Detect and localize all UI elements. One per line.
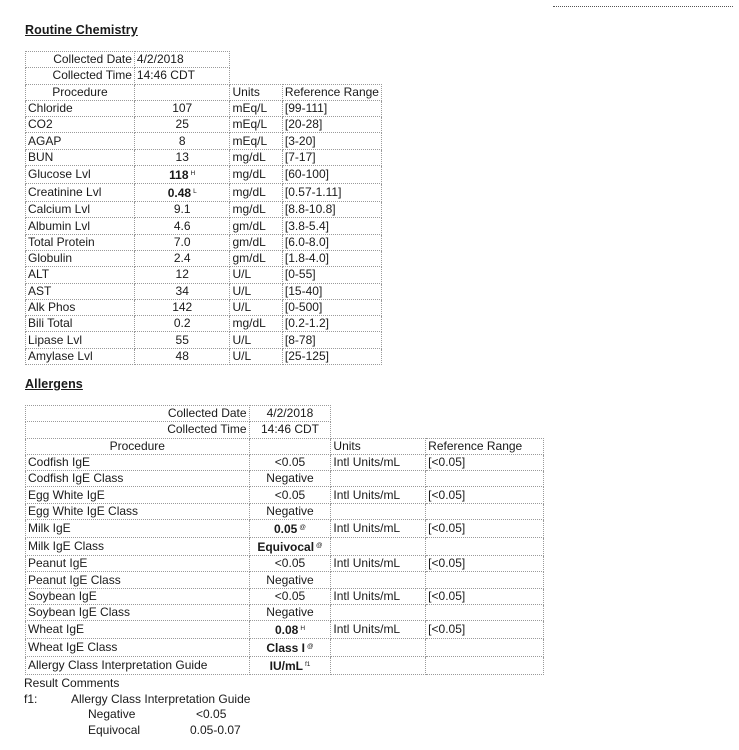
- value-cell: [134, 166, 230, 184]
- units-cell: Intl Units/mL: [331, 556, 426, 572]
- range-cell: [426, 471, 544, 487]
- table-row: [26, 348, 382, 364]
- result-flag: f1: [304, 661, 311, 669]
- range-cell: [8.8-10.8]: [282, 202, 381, 218]
- procedure-cell: Alk Phos: [26, 299, 135, 315]
- units-cell: [331, 604, 426, 620]
- range-cell: [60-100]: [282, 166, 381, 184]
- result-value: <0.05: [274, 588, 306, 603]
- value-cell: [134, 299, 230, 315]
- header-row: [26, 438, 544, 454]
- procedure-cell: Wheat IgE: [26, 621, 250, 639]
- procedure-cell: Calcium Lvl: [26, 202, 135, 218]
- value-cell: [249, 471, 331, 487]
- units-cell: Intl Units/mL: [331, 520, 426, 538]
- range-cell: [<0.05]: [426, 588, 544, 604]
- chemistry-title: Routine Chemistry: [25, 23, 138, 37]
- table-row: [26, 604, 544, 620]
- range-cell: [0-55]: [282, 267, 381, 283]
- value-cell: [134, 234, 230, 250]
- result-value: 4.6: [173, 218, 191, 233]
- value-cell: [134, 218, 230, 234]
- result-value: Negative: [266, 572, 314, 587]
- units-cell: [331, 471, 426, 487]
- units-cell: mg/dL: [230, 316, 282, 332]
- units-cell: mg/dL: [230, 184, 282, 202]
- units-cell: mEq/L: [230, 117, 282, 133]
- units-cell: U/L: [230, 348, 282, 364]
- chemistry-table: [25, 51, 382, 365]
- range-cell: [15-40]: [282, 283, 381, 299]
- result-flag: H: [190, 170, 196, 178]
- table-row: [26, 234, 382, 250]
- collected-date-label: Collected Date: [26, 406, 250, 422]
- units-cell: Intl Units/mL: [331, 588, 426, 604]
- procedure-cell: ALT: [26, 267, 135, 283]
- allergens-title: Allergens: [25, 377, 83, 391]
- page-header-rule: [553, 6, 733, 7]
- table-row: [26, 100, 382, 116]
- units-cell: Intl Units/mL: [331, 621, 426, 639]
- procedure-header: Procedure: [26, 84, 135, 100]
- range-header: Reference Range: [426, 438, 544, 454]
- procedure-cell: Soybean IgE: [26, 588, 250, 604]
- range-cell: [6.0-8.0]: [282, 234, 381, 250]
- result-value: Negative: [266, 471, 314, 486]
- units-cell: [331, 538, 426, 556]
- value-cell: [134, 283, 230, 299]
- range-cell: [426, 538, 544, 556]
- value-cell: [249, 487, 331, 503]
- range-cell: [8-78]: [282, 332, 381, 348]
- value-cell: [134, 316, 230, 332]
- range-cell: [0.57-1.11]: [282, 184, 381, 202]
- value-cell: [249, 556, 331, 572]
- table-row: [26, 556, 544, 572]
- procedure-cell: Creatinine Lvl: [26, 184, 135, 202]
- result-value: 0.05: [274, 522, 298, 537]
- value-cell: [134, 250, 230, 266]
- units-cell: [331, 639, 426, 657]
- units-cell: U/L: [230, 332, 282, 348]
- range-cell: [<0.05]: [426, 556, 544, 572]
- value-cell: [134, 133, 230, 149]
- units-cell: [331, 503, 426, 519]
- value-cell: [249, 621, 331, 639]
- units-header: Units: [230, 84, 282, 100]
- procedure-cell: Milk IgE Class: [26, 538, 250, 556]
- footnote-id: f1:: [24, 691, 38, 706]
- guide-value: 0.05-0.07: [190, 722, 241, 737]
- result-value: 13: [175, 149, 189, 164]
- result-value: Negative: [266, 503, 314, 518]
- collected-date-row: [26, 406, 544, 422]
- range-cell: [25-125]: [282, 348, 381, 364]
- procedure-cell: Lipase Lvl: [26, 332, 135, 348]
- procedure-cell: Codfish IgE Class: [26, 471, 250, 487]
- result-value: 142: [172, 300, 193, 314]
- value-cell: [249, 503, 331, 519]
- procedure-cell: Allergy Class Interpretation Guide: [26, 657, 250, 675]
- value-cell: [249, 454, 331, 470]
- guide-label: Equivocal: [88, 722, 141, 737]
- table-row: [26, 250, 382, 266]
- range-cell: [426, 639, 544, 657]
- procedure-cell: Egg White IgE: [26, 487, 250, 503]
- range-cell: [1.8-4.0]: [282, 250, 381, 266]
- footnote-title: Allergy Class Interpretation Guide: [71, 691, 251, 706]
- result-flag: @: [307, 643, 314, 651]
- table-row: [26, 572, 544, 588]
- units-header: Units: [331, 438, 426, 454]
- value-cell: [249, 572, 331, 588]
- units-cell: gm/dL: [230, 234, 282, 250]
- units-cell: mg/dL: [230, 166, 282, 184]
- procedure-cell: Soybean IgE Class: [26, 604, 250, 620]
- result-flag: @: [316, 542, 323, 550]
- range-cell: [7-17]: [282, 149, 381, 165]
- collected-date-label: Collected Date: [26, 52, 135, 68]
- result-value: 2.4: [173, 251, 191, 266]
- value-cell: [134, 202, 230, 218]
- procedure-cell: Milk IgE: [26, 520, 250, 538]
- table-row: [26, 332, 382, 348]
- range-cell: [3.8-5.4]: [282, 218, 381, 234]
- table-row: [26, 149, 382, 165]
- result-value: <0.05: [274, 556, 306, 571]
- table-row: [26, 218, 382, 234]
- result-value: 0.08: [274, 623, 299, 638]
- table-row: [26, 202, 382, 218]
- range-header: Reference Range: [282, 84, 381, 100]
- range-cell: [3-20]: [282, 133, 381, 149]
- table-row: [26, 133, 382, 149]
- procedure-cell: Bili Total: [26, 316, 135, 332]
- result-value: 34: [175, 283, 189, 298]
- value-cell: [134, 348, 230, 364]
- range-cell: [426, 503, 544, 519]
- units-cell: U/L: [230, 283, 282, 299]
- units-cell: mg/dL: [230, 202, 282, 218]
- procedure-cell: CO2: [26, 117, 135, 133]
- result-value: <0.05: [274, 455, 306, 470]
- range-cell: [426, 572, 544, 588]
- procedure-cell: Globulin: [26, 250, 135, 266]
- result-value: Negative: [266, 605, 314, 620]
- procedure-header: Procedure: [26, 438, 250, 454]
- collected-date-value: 4/2/2018: [249, 406, 331, 422]
- units-cell: mEq/L: [230, 133, 282, 149]
- units-cell: Intl Units/mL: [331, 454, 426, 470]
- allergens-table: [25, 405, 544, 675]
- guide-value: <0.05: [196, 707, 227, 721]
- range-cell: [426, 657, 544, 675]
- result-value: 0.48: [167, 186, 192, 201]
- procedure-cell: Albumin Lvl: [26, 218, 135, 234]
- table-row: [26, 316, 382, 332]
- table-row: [26, 588, 544, 604]
- procedure-cell: Wheat IgE Class: [26, 639, 250, 657]
- value-cell: [134, 100, 230, 116]
- result-value: 107: [172, 101, 193, 116]
- collected-time-value: 14:46 CDT: [249, 422, 331, 438]
- result-flag: H: [300, 625, 306, 633]
- range-cell: [<0.05]: [426, 621, 544, 639]
- value-cell: [134, 184, 230, 202]
- value-cell: [134, 332, 230, 348]
- result-value: 0.2: [173, 316, 191, 331]
- range-cell: [<0.05]: [426, 454, 544, 470]
- units-cell: Intl Units/mL: [331, 487, 426, 503]
- table-row: [26, 520, 544, 538]
- table-row: [26, 487, 544, 503]
- units-cell: gm/dL: [230, 218, 282, 234]
- result-value: 118: [169, 168, 189, 183]
- result-flag: @: [299, 524, 306, 532]
- procedure-cell: Chloride: [26, 100, 135, 116]
- table-row: [26, 283, 382, 299]
- result-value: 25: [175, 117, 189, 132]
- result-value: 55: [175, 332, 189, 347]
- table-row: [26, 299, 382, 315]
- range-cell: [99-111]: [282, 100, 381, 116]
- table-row: [26, 639, 544, 657]
- range-cell: [0.2-1.2]: [282, 316, 381, 332]
- result-value: 8: [178, 133, 186, 148]
- value-cell: [249, 588, 331, 604]
- result-value: 48: [175, 348, 189, 363]
- table-row: [26, 471, 544, 487]
- range-cell: [20-28]: [282, 117, 381, 133]
- table-row: [26, 184, 382, 202]
- procedure-cell: Total Protein: [26, 234, 135, 250]
- value-cell: [249, 604, 331, 620]
- value-cell: [249, 538, 331, 556]
- units-cell: U/L: [230, 299, 282, 315]
- units-cell: mg/dL: [230, 149, 282, 165]
- units-cell: mEq/L: [230, 100, 282, 116]
- result-value: 9.1: [173, 202, 191, 217]
- header-row: [26, 84, 382, 100]
- value-cell: [134, 117, 230, 133]
- procedure-cell: Egg White IgE Class: [26, 503, 250, 519]
- table-row: [26, 454, 544, 470]
- result-value: 12: [175, 267, 189, 282]
- table-row: [26, 117, 382, 133]
- units-cell: U/L: [230, 267, 282, 283]
- collected-time-label: Collected Time: [26, 422, 250, 438]
- result-value: <0.05: [274, 487, 306, 502]
- value-cell: [249, 639, 331, 657]
- units-cell: [331, 572, 426, 588]
- table-row: [26, 267, 382, 283]
- procedure-cell: Codfish IgE: [26, 454, 250, 470]
- procedure-cell: AGAP: [26, 133, 135, 149]
- collected-time-row: [26, 422, 544, 438]
- value-cell: [134, 149, 230, 165]
- collected-time-value: 14:46 CDT: [134, 68, 230, 84]
- table-row: [26, 166, 382, 184]
- table-row: [26, 538, 544, 556]
- collected-date-row: [26, 52, 382, 68]
- units-cell: gm/dL: [230, 250, 282, 266]
- procedure-cell: Amylase Lvl: [26, 348, 135, 364]
- range-cell: [<0.05]: [426, 520, 544, 538]
- value-cell: [249, 657, 331, 675]
- range-cell: [0-500]: [282, 299, 381, 315]
- procedure-cell: Peanut IgE Class: [26, 572, 250, 588]
- guide-label: Negative: [88, 707, 136, 721]
- value-cell: [134, 267, 230, 283]
- result-value: Class I: [266, 641, 306, 656]
- value-cell: [249, 520, 331, 538]
- range-cell: [<0.05]: [426, 487, 544, 503]
- collected-time-label: Collected Time: [26, 68, 135, 84]
- procedure-cell: BUN: [26, 149, 135, 165]
- result-value: Equivocal: [257, 540, 315, 555]
- range-cell: [426, 604, 544, 620]
- result-value: 7.0: [173, 234, 191, 249]
- table-row: [26, 657, 544, 675]
- procedure-cell: Peanut IgE: [26, 556, 250, 572]
- procedure-cell: Glucose Lvl: [26, 166, 135, 184]
- table-row: [26, 503, 544, 519]
- collected-date-value: 4/2/2018: [134, 52, 230, 68]
- comments-title: Result Comments: [24, 676, 120, 690]
- result-value: IU/mL: [269, 659, 303, 674]
- collected-time-row: [26, 68, 382, 84]
- units-cell: [331, 657, 426, 675]
- result-flag: L: [193, 188, 197, 196]
- procedure-cell: AST: [26, 283, 135, 299]
- table-row: [26, 621, 544, 639]
